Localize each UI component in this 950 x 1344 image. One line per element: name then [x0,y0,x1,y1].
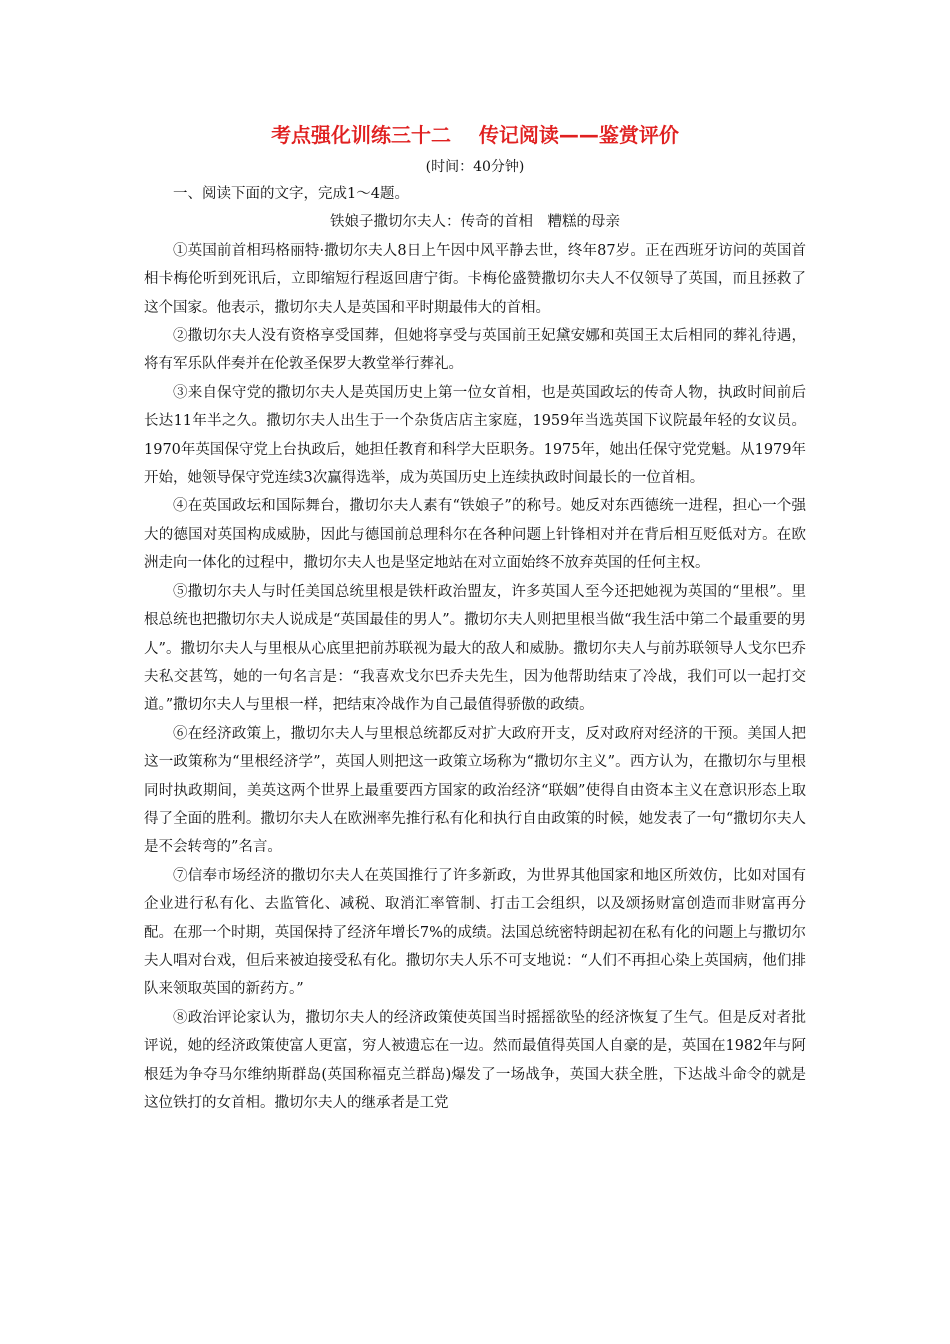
paragraph-8: ⑧政治评论家认为，撒切尔夫人的经济政策使英国当时摇摇欲坠的经济恢复了生气。但是反对者批评说，她的经济政策使富人更富，穷人被遗忘在一边。然而最值得英国人自豪的是，英国在1982年与阿根廷为争夺马尔维纳斯群岛(英国称福克兰群岛)爆发了一场战争，英国大获全胜，下达战斗命令的就是这位铁打的女首相。撒切尔夫人的继承者是工党 [144,1009,806,1111]
paragraph-2: ②撒切尔夫人没有资格享受国葬，但她将享受与英国前王妃黛安娜和英国王太后相同的葬礼待遇，将有军乐队伴奏并在伦敦圣保罗大教堂举行葬礼。 [144,328,806,373]
question-instruction: 一、阅读下面的文字，完成1～4题。 [173,186,409,202]
paragraph-5: ⑤撒切尔夫人与时任美国总统里根是铁杆政治盟友，许多英国人至今还把她视为英国的“里根”。里根总统也把撒切尔夫人说成是“英国最佳的男人”。撒切尔夫人则把里根当做“我生活中第二个最重要的男人”。撒切尔夫人与里根从心底里把前苏联视为最大的敌人和威胁。撒切尔夫人与前苏联领导人戈尔巴乔夫私交甚笃，她的一句名言是：“我喜欢戈尔巴乔夫先生，因为他帮助结束了冷战，我们可以一起打交道。”撒切尔夫人与里根一样，把结束冷战作为自己最值得骄傲的政绩。 [144,583,806,714]
paragraph-1: ①英国前首相玛格丽特·撒切尔夫人8日上午因中风平静去世，终年87岁。正在西班牙访问的英国首相卡梅伦听到死讯后，立即缩短行程返回唐宁街。卡梅伦盛赞撒切尔夫人不仅领导了英国，而且拯救了这个国家。他表示，撒切尔夫人是英国和平时期最伟大的首相。 [144,242,806,316]
document-body [144,180,806,1117]
paragraph-7: ⑦信奉市场经济的撒切尔夫人在英国推行了许多新政，为世界其他国家和地区所效仿，比如对国有企业进行私有化、去监管化、减税、取消汇率管制、打击工会组织，以及颂扬财富创造而非财富再分配。在那一个时期，英国保持了经济年增长7%的成绩。法国总统密特朗起初在私有化的问题上与撒切尔夫人唱对台戏，但后来被迫接受私有化。撒切尔夫人乐不可支地说：“人们不再担心染上英国病，他们排队来领取英国的新药方。” [144,867,806,998]
paragraph-3: ③来自保守党的撒切尔夫人是英国历史上第一位女首相，也是英国政坛的传奇人物，执政时间前后长达11年半之久。撒切尔夫人出生于一个杂货店店主家庭，1959年当选英国下议院最年轻的女议员。1970年英国保守党上台执政后，她担任教育和科学大臣职务。1975年，她出任保守党党魁。从1979年开始，她领导保守党连续3次赢得选举，成为英国历史上连续执政时间最长的一位首相。 [144,384,806,487]
article-title: 铁娘子撒切尔夫人：传奇的首相 糟糕的母亲 [330,214,620,231]
document-title: 考点强化训练三十二 传记阅读——鉴赏评价 [271,123,679,147]
paragraph-6: ⑥在经济政策上，撒切尔夫人与里根总统都反对扩大政府开支，反对政府对经济的干预。美国人把这一政策称为“里根经济学”，英国人则把这一政策立场称为“撒切尔主义”。西方认为，在撒切尔与里根同时执政期间，美英这两个世界上最重要西方国家的政治经济“联姻”使得自由资本主义在意识形态上取得了全面的胜利。撒切尔夫人在欧洲率先推行私有化和执行自由政策的时候，她发表了一句“撒切尔夫人是不会转弯的”名言。 [144,725,806,856]
time-limit-note: (时间：40分钟) [425,159,525,175]
paragraph-4: ④在英国政坛和国际舞台，撒切尔夫人素有“铁娘子”的称号。她反对东西德统一进程，担心一个强大的德国对英国构成威胁，因此与德国前总理科尔在各种问题上针锋相对并在背后相互贬低对方。在欧洲走向一体化的过程中，撒切尔夫人也是坚定地站在对立面始终不放弃英国的任何主权。 [144,498,806,572]
